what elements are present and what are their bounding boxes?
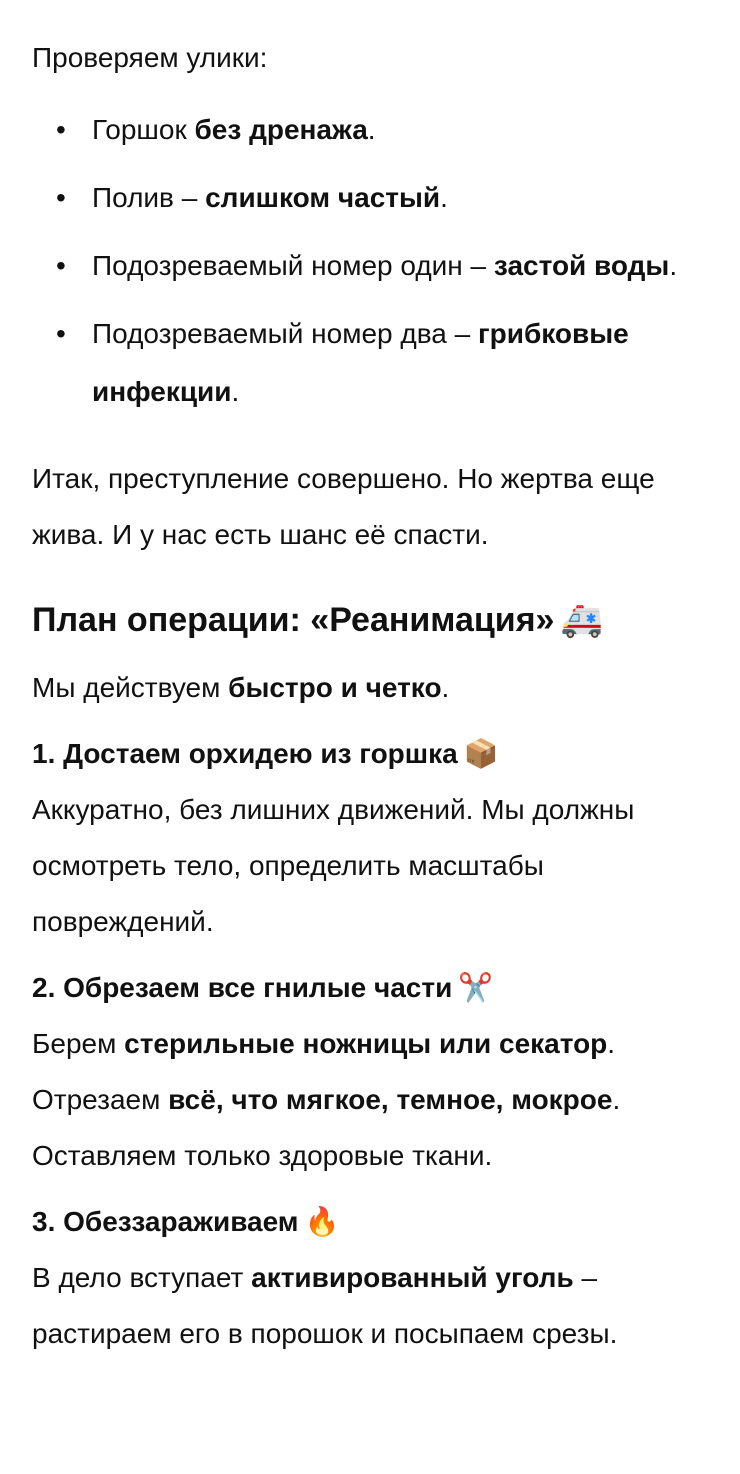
package-icon: 📦 [463, 738, 499, 769]
list-item-bold: без дренажа [194, 114, 368, 145]
step-text-post: – растираем его в порошок и посыпаем срезы. [32, 1262, 618, 1349]
list-item-text: Горшок [92, 114, 195, 145]
step-text-bold: стерильные ножницы или секатор [124, 1028, 608, 1059]
step-text-punct: . [612, 1084, 621, 1115]
evidence-list [32, 101, 710, 421]
step-heading [32, 726, 710, 782]
step-text-punct: . [607, 1028, 616, 1059]
lead-punct: . [441, 672, 450, 703]
list-item-bold: грибковые инфекции [92, 318, 629, 407]
list-item-text: Полив – [92, 182, 206, 213]
list-item-bold: застой воды [493, 250, 670, 281]
step-text-pre: Отрезаем [32, 1084, 169, 1115]
list-item [32, 237, 710, 295]
step-text: Оставляем только здоровые ткани. [32, 1140, 493, 1171]
step-text: Аккуратно, без лишних движений. Мы должны осмотреть тело, определить масштабы повреждений. [32, 794, 635, 937]
list-item-bold: слишком частый [205, 182, 441, 213]
step-text-pre: Берем [32, 1028, 125, 1059]
step-text-pre: В дело вступает [32, 1262, 252, 1293]
step-text [32, 1072, 710, 1128]
step-text [32, 1016, 710, 1072]
bullet-icon: • [56, 182, 66, 213]
bullet-icon: • [56, 318, 66, 349]
step-2 [32, 960, 710, 1184]
conclusion-text: Итак, преступление совершено. Но жертва еще жива. И у нас есть шанс её спасти. [32, 463, 655, 550]
lead-text [32, 660, 710, 716]
step-text-bold: всё, что мягкое, темное, мокрое [168, 1084, 613, 1115]
bullet-icon: • [56, 114, 66, 145]
list-item-punct: . [231, 376, 240, 407]
list-item-text: Подозреваемый номер один – [92, 250, 494, 281]
step-1 [32, 726, 710, 950]
lead-bold: быстро и четко [228, 672, 442, 703]
step-heading-text: 2. Обрезаем все гнилые части [32, 972, 453, 1003]
lead-pre: Мы действуем [32, 672, 229, 703]
step-text [32, 1250, 710, 1362]
step-3 [32, 1194, 710, 1362]
step-heading-text: 3. Обеззараживаем [32, 1206, 299, 1237]
section-heading-text: План операции: «Реанимация» [32, 601, 555, 639]
step-heading [32, 1194, 710, 1250]
section-heading [32, 596, 710, 644]
intro-text: Проверяем улики: [32, 42, 268, 73]
step-text-bold: активированный уголь [251, 1262, 574, 1293]
step-heading [32, 960, 710, 1016]
step-heading-text: 1. Достаем орхидею из горшка [32, 738, 458, 769]
scissors-icon: ✂️ [458, 972, 494, 1003]
list-item-text: Подозреваемый номер два – [92, 318, 478, 349]
list-item-punct: . [669, 250, 678, 281]
list-item [32, 169, 710, 227]
bullet-icon: • [56, 250, 66, 281]
ambulance-icon: 🚑 [560, 601, 603, 639]
list-item [32, 101, 710, 159]
list-item-punct: . [440, 182, 448, 213]
list-item-punct: . [367, 114, 376, 145]
list-item [32, 305, 710, 421]
fire-icon: 🔥 [304, 1206, 340, 1237]
